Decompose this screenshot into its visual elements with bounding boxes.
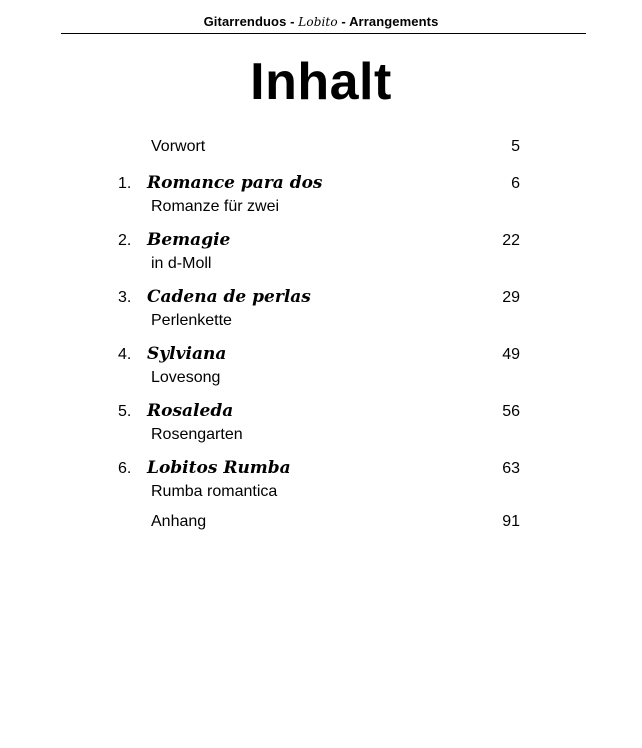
toc-appendix-page: 91	[502, 513, 520, 530]
toc-item-subtitle: Romanze für zwei	[151, 198, 280, 215]
toc-item-title: Sylviana	[147, 344, 227, 364]
toc-item-number: 6.	[118, 460, 132, 477]
toc-item-page: 63	[502, 460, 520, 477]
header-rule	[61, 33, 586, 34]
toc-item-number: 2.	[118, 232, 132, 249]
toc-item-title: Lobitos Rumba	[147, 458, 291, 478]
running-header	[0, 14, 642, 29]
toc-item-page: 22	[502, 232, 520, 249]
toc-preface-label: Vorwort	[151, 138, 206, 155]
header-middle: Lobito	[298, 15, 338, 29]
toc-item-page: 56	[502, 403, 520, 420]
toc-item-number: 4.	[118, 346, 132, 363]
toc-item-subtitle: Rumba romantica	[151, 483, 278, 500]
toc-item-subtitle: in d-Moll	[151, 255, 212, 272]
page-title: Inhalt	[250, 53, 392, 111]
toc-item-subtitle: Perlenkette	[151, 312, 232, 329]
toc-item-title: Bemagie	[147, 230, 231, 250]
toc-preface-page: 5	[511, 138, 520, 155]
toc-item-number: 1.	[118, 175, 132, 192]
header-right: Arrangements	[349, 14, 439, 29]
toc-item-page: 29	[502, 289, 520, 306]
toc-item-number: 5.	[118, 403, 132, 420]
header-separator: -	[290, 14, 295, 29]
toc-item-title: Cadena de perlas	[147, 287, 311, 307]
toc-item-subtitle: Rosengarten	[151, 426, 243, 443]
toc-item-page: 6	[511, 175, 520, 192]
toc-appendix-label: Anhang	[151, 513, 207, 530]
toc-item-title: Romance para dos	[147, 173, 323, 193]
toc-item-number: 3.	[118, 289, 132, 306]
header-separator: -	[341, 14, 346, 29]
toc-item-title: Rosaleda	[147, 401, 234, 421]
toc-item-subtitle: Lovesong	[151, 369, 221, 386]
header-left: Gitarrenduos	[203, 14, 287, 29]
toc-item-page: 49	[502, 346, 520, 363]
